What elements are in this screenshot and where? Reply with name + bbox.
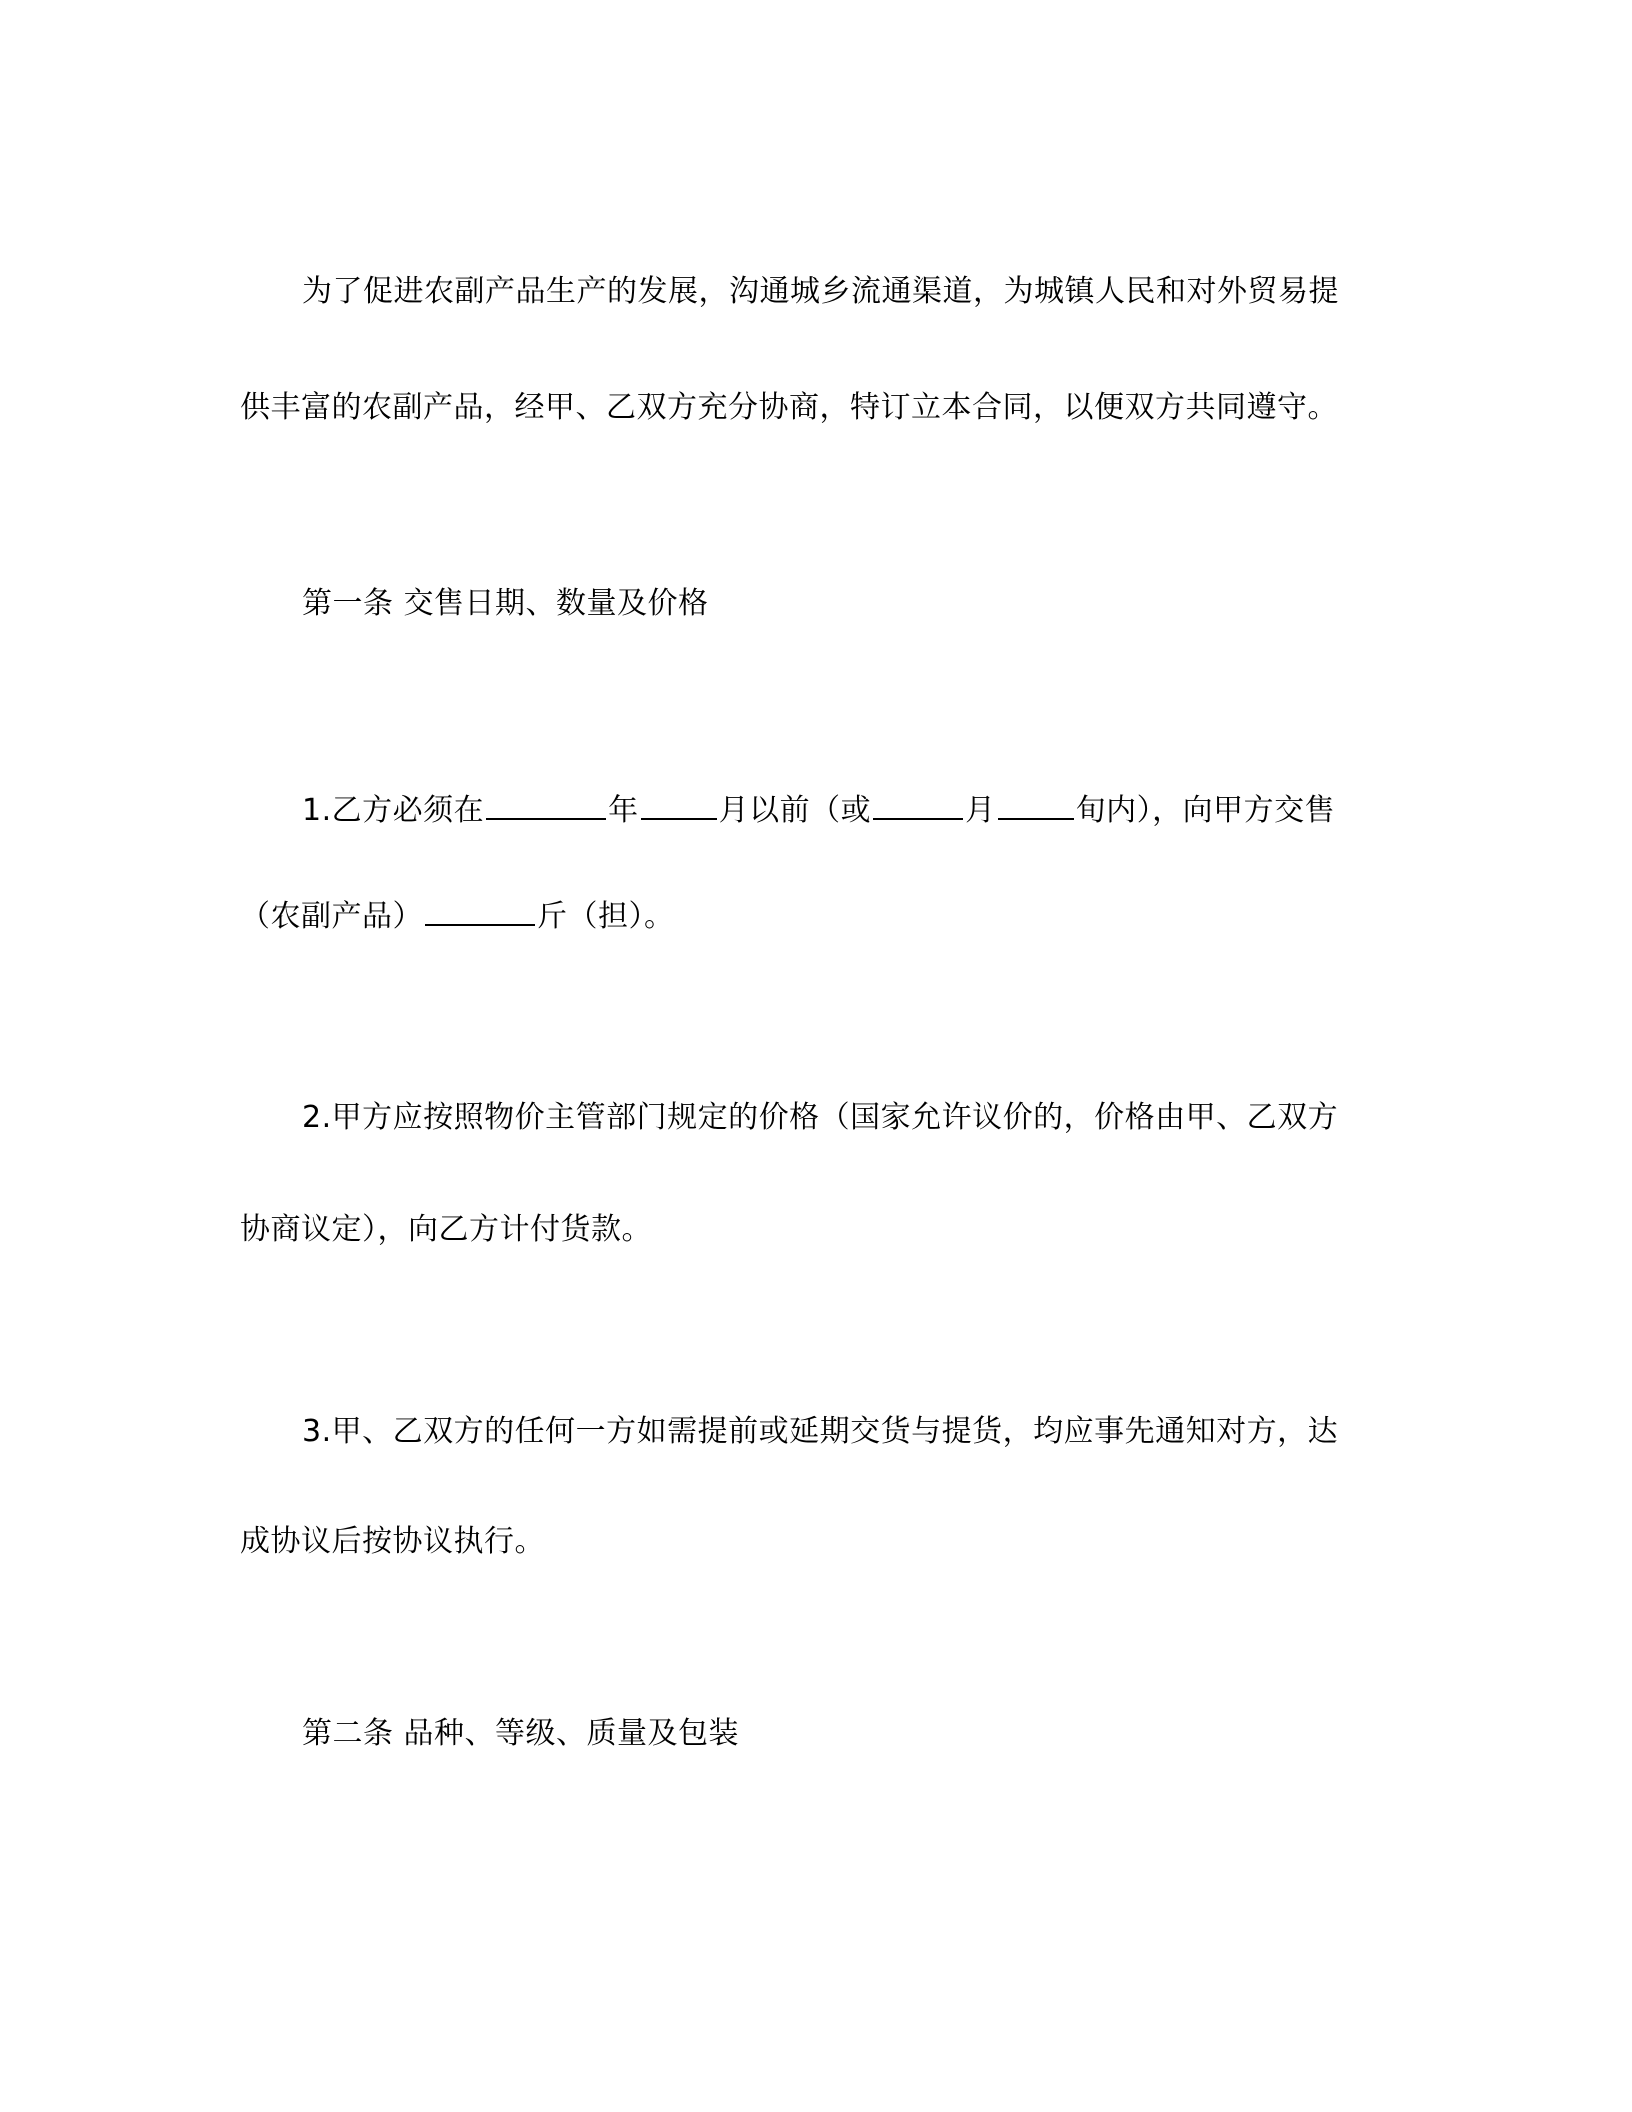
article-1-item-3-line-2: 成协议后按协议执行。 bbox=[240, 1524, 545, 1559]
item-1-unit: 斤（担）。 bbox=[537, 899, 675, 934]
or-month-blank bbox=[873, 788, 963, 820]
intro-line-2: 供丰富的农副产品，经甲、乙双方充分协商，特订立本合同，以便双方共同遵守。 bbox=[240, 390, 1338, 425]
article-1-heading: 第一条 交售日期、数量及价格 bbox=[302, 586, 709, 621]
item-1-text-d: 月 bbox=[965, 793, 996, 828]
item-1-product: （农副产品） bbox=[240, 899, 423, 934]
intro-line-1: 为了促进农副产品生产的发展，沟通城乡流通渠道，为城镇人民和对外贸易提 bbox=[302, 274, 1339, 309]
article-1-item-2-line-1: 2.甲方应按照物价主管部门规定的价格（国家允许议价的，价格由甲、乙双方 bbox=[302, 1100, 1339, 1135]
item-1-text-b: 年 bbox=[608, 793, 639, 828]
article-1-item-3-line-1: 3.甲、乙双方的任何一方如需提前或延期交货与提货，均应事先通知对方，达 bbox=[302, 1414, 1339, 1449]
article-1-item-1-line-1 bbox=[302, 788, 1452, 833]
quantity-blank bbox=[425, 894, 535, 926]
item-1-text-c: 月以前（或 bbox=[718, 793, 872, 828]
period-blank bbox=[998, 788, 1074, 820]
article-1-item-1-line-2 bbox=[240, 894, 1390, 939]
article-1-item-2-line-2: 协商议定），向乙方计付货款。 bbox=[240, 1212, 652, 1247]
month-blank bbox=[641, 788, 717, 820]
item-1-text-e: 旬内），向甲方交售 bbox=[1075, 793, 1336, 828]
article-2-heading: 第二条 品种、等级、质量及包装 bbox=[302, 1716, 740, 1751]
year-blank bbox=[486, 788, 606, 820]
item-1-text-a: 1.乙方必须在 bbox=[302, 793, 485, 828]
